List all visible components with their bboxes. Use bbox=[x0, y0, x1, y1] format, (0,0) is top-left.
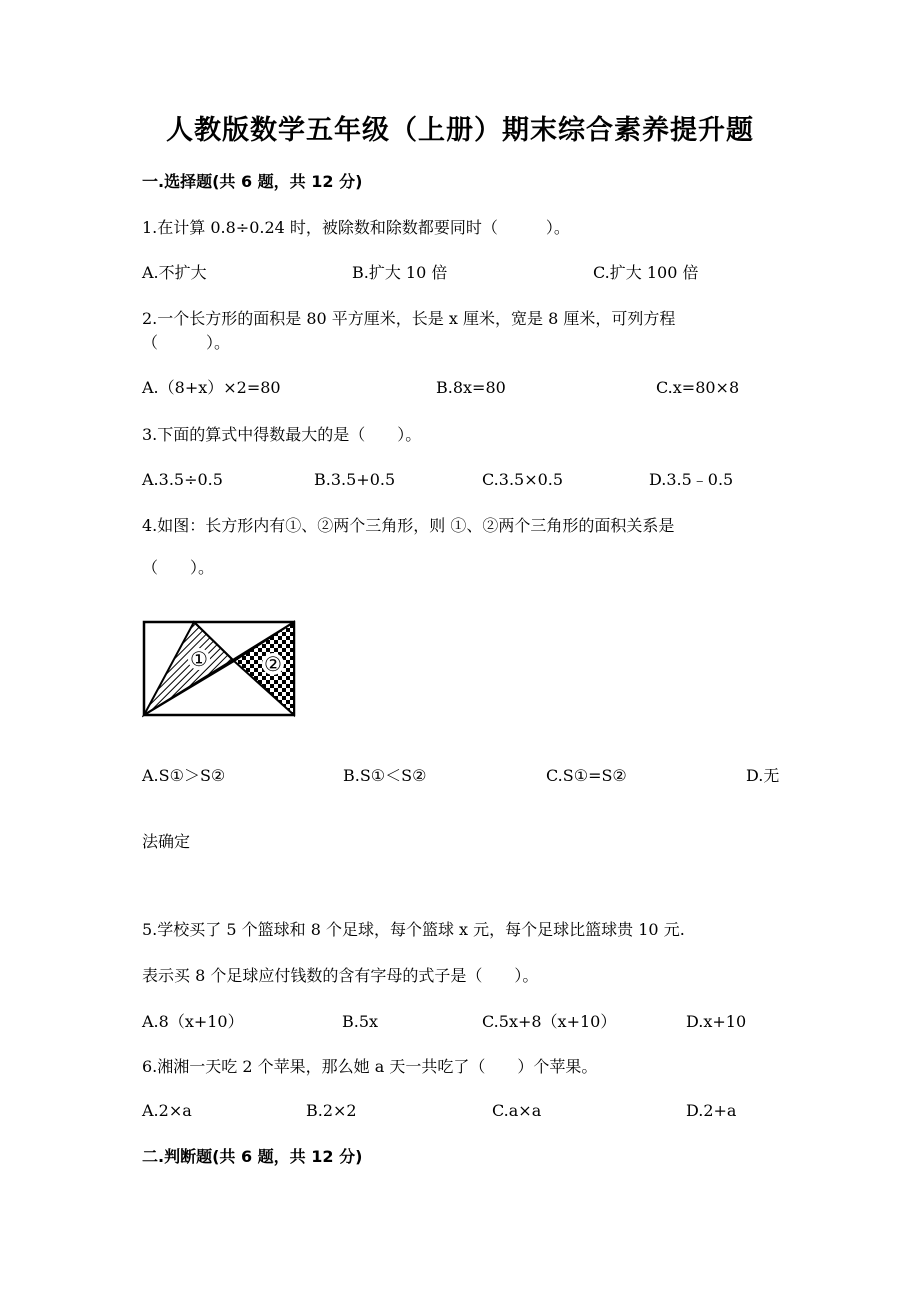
question-4-stem-line1: 4.如图：长方形内有①、②两个三角形，则 ①、②两个三角形的面积关系是 bbox=[142, 516, 675, 535]
q3-option-a: A.3.5÷0.5 bbox=[142, 470, 223, 489]
triangle-1-label: ① bbox=[190, 647, 208, 671]
q4-option-b: B.S①＜S② bbox=[343, 766, 427, 785]
rectangle-triangles-figure bbox=[142, 620, 298, 718]
q5-option-c: C.5x+8（x+10） bbox=[482, 1012, 617, 1031]
question-5-stem-line1: 5.学校买了 5 个篮球和 8 个足球，每个篮球 x 元，每个足球比篮球贵 10 元. bbox=[142, 920, 685, 939]
q3-option-c: C.3.5×0.5 bbox=[482, 470, 564, 489]
question-4-stem-line2: （ ）。 bbox=[142, 558, 215, 577]
q3-option-b: B.3.5+0.5 bbox=[314, 470, 396, 489]
q4-option-d: D.无 bbox=[746, 766, 780, 785]
question-1-stem: 1.在计算 0.8÷0.24 时，被除数和除数都要同时（ ）。 bbox=[142, 218, 570, 237]
question-6-stem: 6.湘湘一天吃 2 个苹果，那么她 a 天一共吃了（ ）个苹果。 bbox=[142, 1057, 598, 1076]
section-heading-choice: 一.选择题(共 6 题，共 12 分) bbox=[142, 172, 363, 191]
q2-option-c: C.x=80×8 bbox=[656, 378, 740, 397]
q4-option-c: C.S①=S② bbox=[546, 766, 627, 785]
q6-option-a: A.2×a bbox=[142, 1101, 192, 1120]
section-heading-judgement: 二.判断题(共 6 题，共 12 分) bbox=[142, 1147, 363, 1166]
triangle-2-label: ② bbox=[264, 652, 282, 676]
q6-option-c: C.a×a bbox=[492, 1101, 542, 1120]
q3-option-d: D.3.5﹣0.5 bbox=[649, 470, 734, 489]
q4-option-a: A.S①＞S② bbox=[142, 766, 226, 785]
q2-option-a: A.（8+x）×2=80 bbox=[142, 378, 281, 397]
q1-option-b: B.扩大 10 倍 bbox=[352, 263, 448, 282]
question-5-stem-line2: 表示买 8 个足球应付钱数的含有字母的式子是（ ）。 bbox=[142, 966, 539, 985]
q6-option-d: D.2+a bbox=[686, 1101, 737, 1120]
q5-option-b: B.5x bbox=[342, 1012, 379, 1031]
q6-option-b: B.2×2 bbox=[306, 1101, 357, 1120]
q4-option-d-continued: 法确定 bbox=[142, 832, 191, 851]
page-title: 人教版数学五年级（上册）期末综合素养提升题 bbox=[166, 115, 754, 146]
q2-option-b: B.8x=80 bbox=[436, 378, 506, 397]
question-2-stem-line2: （ ）。 bbox=[142, 333, 231, 352]
q1-option-a: A.不扩大 bbox=[142, 263, 207, 282]
q5-option-a: A.8（x+10） bbox=[142, 1012, 244, 1031]
question-2-stem-line1: 2.一个长方形的面积是 80 平方厘米，长是 x 厘米，宽是 8 厘米，可列方程 bbox=[142, 309, 676, 328]
q5-option-d: D.x+10 bbox=[686, 1012, 747, 1031]
q1-option-c: C.扩大 100 倍 bbox=[593, 263, 699, 282]
question-3-stem: 3.下面的算式中得数最大的是（ ）。 bbox=[142, 425, 422, 444]
